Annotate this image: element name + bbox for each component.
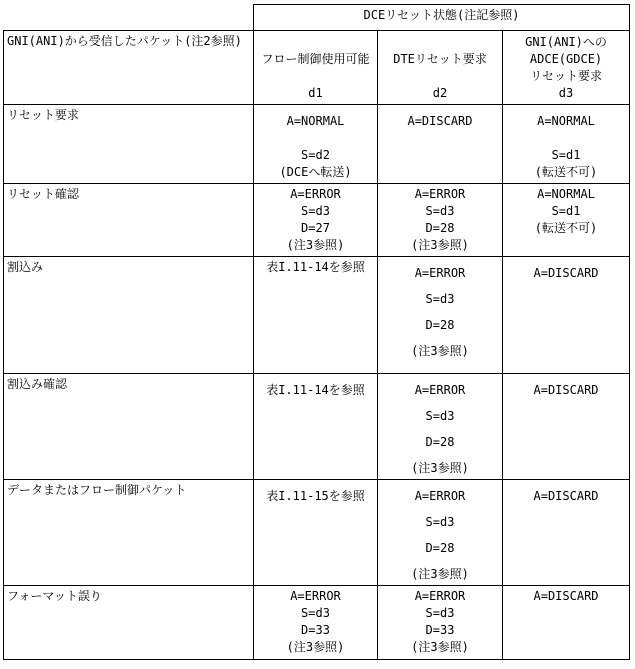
cell-line: A=ERROR [414, 489, 466, 503]
cell-line: A=NORMAL [286, 114, 345, 128]
column-title-d2: DTEリセット要求 [393, 52, 487, 66]
cell-line: A=ERROR [290, 187, 341, 201]
received-packet-header: GNI(ANI)から受信したパケット(注2参照) [4, 31, 254, 105]
cell-d3 [503, 374, 630, 480]
cell-line: A=ERROR [290, 589, 341, 603]
cell-line: (注3参照) [411, 344, 469, 358]
table-row [4, 257, 630, 374]
cell-d2 [378, 374, 503, 480]
cell-line: S=d2 [301, 148, 330, 162]
cell-line: S=d3 [301, 204, 330, 218]
row-label: データまたはフロー制御パケット [4, 480, 254, 586]
column-title-d1: フロー制御使用可能 [261, 52, 370, 66]
cell-d3 [503, 105, 630, 184]
cell-line: A=DISCARD [533, 383, 599, 397]
cell-line: D=27 [301, 221, 330, 235]
cell-d2 [378, 480, 503, 586]
cell-line: (注3参照) [411, 461, 469, 475]
cell-d3 [503, 480, 630, 586]
column-code-d3: d3 [558, 86, 574, 100]
cell-line: A=ERROR [414, 266, 466, 280]
cell-d1 [254, 586, 378, 660]
cell-d2 [378, 257, 503, 374]
cell-line: 表I.11-14を参照 [266, 260, 365, 274]
cell-line: A=DISCARD [533, 266, 599, 280]
cell-d1 [254, 374, 378, 480]
column-code-d1: d1 [308, 86, 323, 100]
cell-line: (注3参照) [411, 238, 469, 252]
row-label: リセット要求 [4, 105, 254, 184]
table-row [4, 184, 630, 257]
column-header-d2 [378, 31, 503, 105]
reset-state-table [3, 4, 630, 660]
cell-d3 [503, 184, 630, 257]
cell-line: A=ERROR [414, 589, 466, 603]
cell-d2 [378, 184, 503, 257]
cell-line: S=d3 [425, 292, 455, 306]
column-title-d3-line2: ADCE(GDCE) [529, 52, 603, 66]
cell-line: S=d3 [425, 606, 455, 620]
cell-line: A=NORMAL [537, 114, 595, 128]
cell-line: S=d3 [425, 515, 455, 529]
cell-line: 表I.11-14を参照 [266, 383, 365, 397]
table-row [4, 480, 630, 586]
cell-d3 [503, 586, 630, 660]
cell-line: 表I.11-15を参照 [266, 489, 365, 503]
column-title-d3-line3: リセット要求 [530, 69, 602, 83]
column-code-d2: d2 [432, 86, 448, 100]
cell-d1 [254, 184, 378, 257]
dce-reset-state-header: DCEリセット状態(注記参照) [254, 5, 630, 31]
row-label: リセット確認 [4, 184, 254, 257]
column-title-d3-line1: GNI(ANI)への [525, 35, 607, 49]
table-row [4, 374, 630, 480]
cell-d1 [254, 480, 378, 586]
cell-line: (注3参照) [286, 640, 345, 654]
cell-d2 [378, 105, 503, 184]
cell-d1 [254, 105, 378, 184]
blank-corner-cell [4, 5, 254, 31]
cell-d2 [378, 586, 503, 660]
cell-line: (注3参照) [411, 567, 469, 581]
row-label: 割込み [4, 257, 254, 374]
cell-line: S=d3 [301, 606, 330, 620]
table-row [4, 586, 630, 660]
column-header-d1 [254, 31, 378, 105]
cell-line: D=28 [425, 541, 455, 555]
cell-line: (転送不可) [534, 221, 598, 235]
cell-line: S=d1 [551, 148, 581, 162]
cell-line: (転送不可) [534, 165, 598, 179]
cell-line: D=28 [425, 318, 455, 332]
cell-line: (DCEへ転送) [279, 165, 352, 179]
cell-line: (注3参照) [286, 238, 345, 252]
cell-line: A=ERROR [414, 187, 466, 201]
cell-d3 [503, 257, 630, 374]
cell-line: A=NORMAL [537, 187, 595, 201]
row-label: 割込み確認 [4, 374, 254, 480]
cell-line: A=ERROR [414, 383, 466, 397]
cell-line: A=DISCARD [533, 589, 599, 603]
cell-line: S=d3 [425, 204, 455, 218]
cell-line: D=33 [425, 623, 455, 637]
cell-line: D=28 [425, 221, 455, 235]
cell-line: (注3参照) [411, 640, 469, 654]
cell-d1 [254, 257, 378, 374]
cell-line: S=d3 [425, 409, 455, 423]
cell-line: D=33 [301, 623, 330, 637]
table-row [4, 105, 630, 184]
cell-line: S=d1 [551, 204, 581, 218]
row-label: フォーマット誤り [4, 586, 254, 660]
cell-line: A=DISCARD [407, 114, 473, 128]
cell-line: A=DISCARD [533, 489, 599, 503]
column-header-d3 [503, 31, 630, 105]
cell-line: D=28 [425, 435, 455, 449]
